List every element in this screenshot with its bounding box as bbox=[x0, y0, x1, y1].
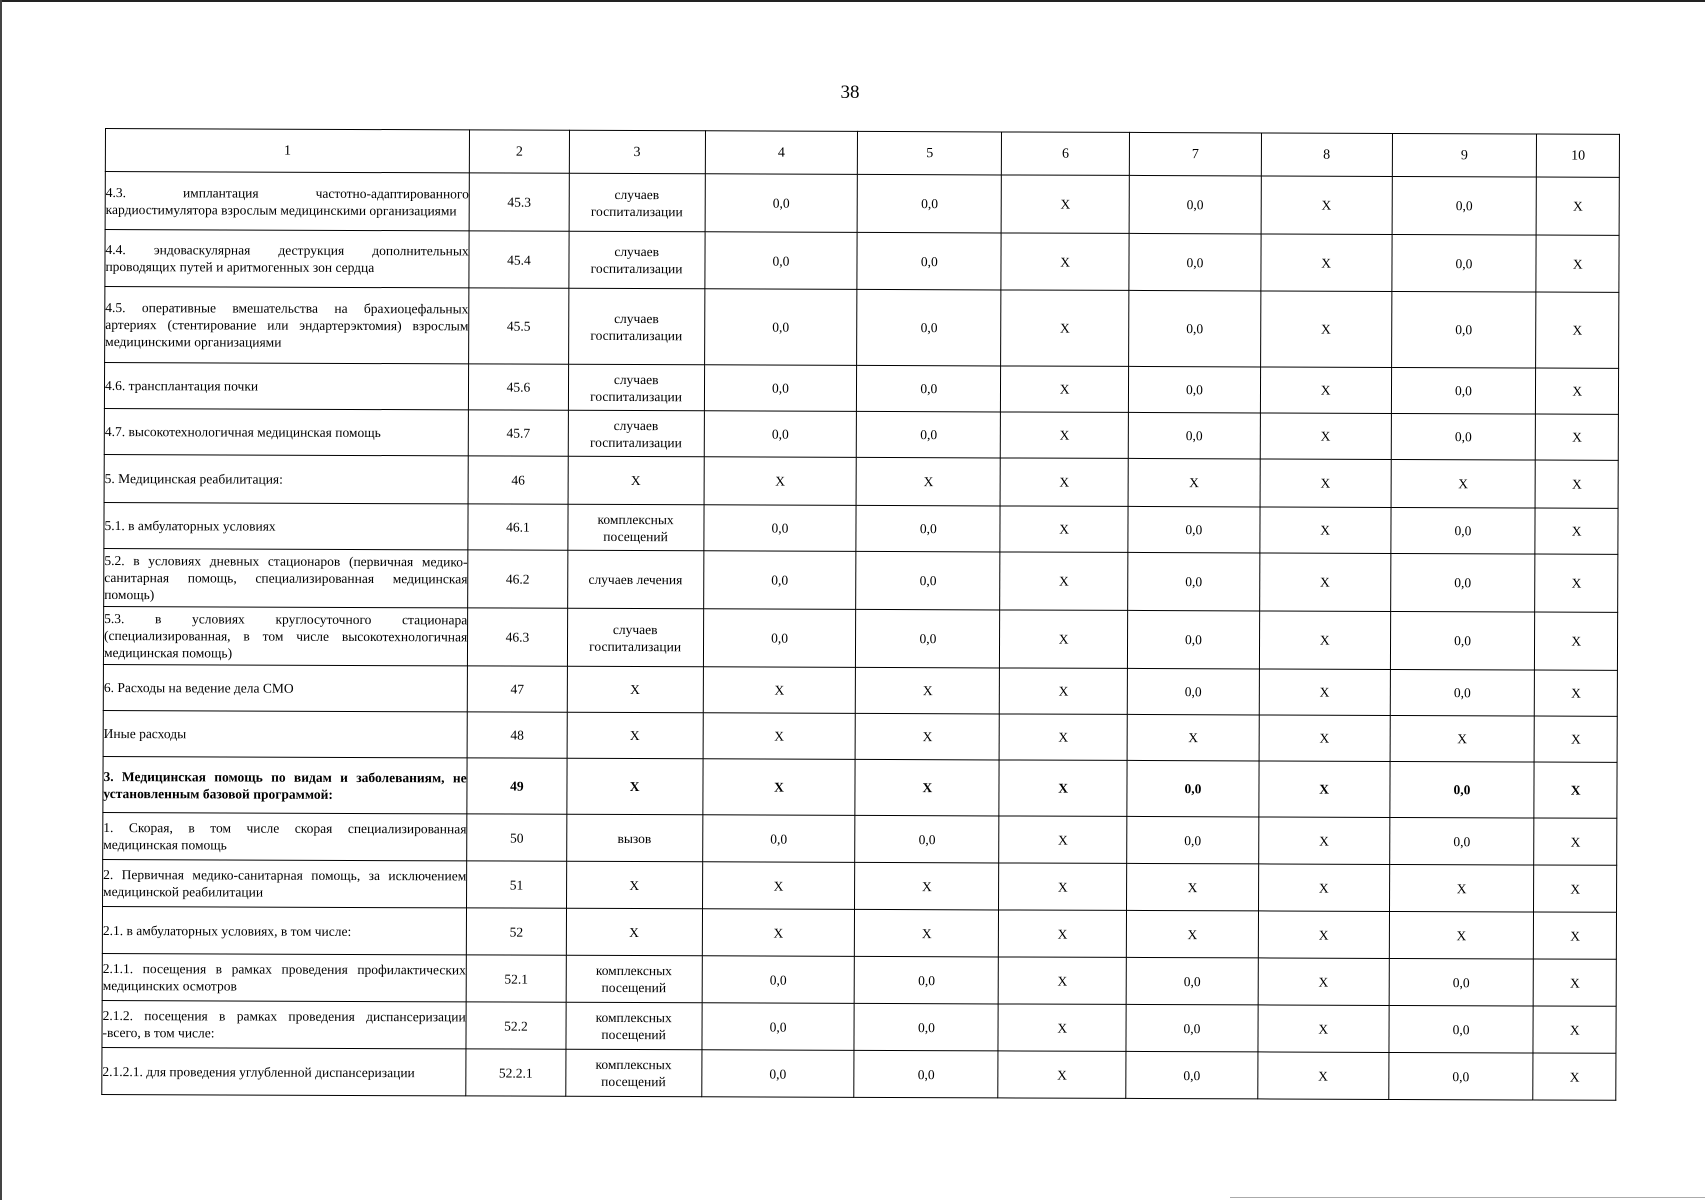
header-cell: 7 bbox=[1129, 132, 1261, 176]
row-label: 4.4. эндоваскулярная деструкция дополнительных проводящих путей и аритмогенных зон сердца bbox=[105, 230, 469, 288]
table-row bbox=[103, 859, 1617, 912]
row-code: 45.6 bbox=[469, 364, 569, 410]
unit-cell: Х bbox=[567, 666, 703, 713]
value-cell: Х bbox=[855, 759, 999, 816]
header-cell: 5 bbox=[858, 131, 1002, 175]
value-cell: Х bbox=[1001, 412, 1129, 458]
value-cell: 0,0 bbox=[1126, 1004, 1258, 1052]
value-cell: Х bbox=[1258, 958, 1389, 1006]
value-cell: 0,0 bbox=[702, 956, 855, 1004]
value-cell: Х bbox=[1261, 176, 1392, 235]
row-code: 52 bbox=[466, 908, 566, 955]
unit-cell: вызов bbox=[566, 814, 702, 862]
value-cell: Х bbox=[1260, 507, 1391, 554]
unit-cell: Х bbox=[568, 456, 704, 505]
scan-edge bbox=[0, 0, 1705, 2]
value-cell: 0,0 bbox=[1392, 176, 1537, 235]
value-cell: Х bbox=[1000, 458, 1128, 506]
value-cell: 0,0 bbox=[1126, 957, 1258, 1005]
value-cell: Х bbox=[855, 909, 999, 957]
value-cell: Х bbox=[999, 714, 1127, 760]
value-cell: Х bbox=[999, 863, 1127, 910]
row-label: 4.6. трансплантация почки bbox=[104, 363, 468, 410]
unit-cell: комплексных посещений bbox=[566, 955, 702, 1003]
value-cell: Х bbox=[1534, 912, 1617, 959]
value-cell: Х bbox=[1533, 1006, 1616, 1053]
value-cell: Х bbox=[1000, 506, 1128, 552]
row-code: 46.3 bbox=[468, 608, 568, 666]
value-cell: 0,0 bbox=[705, 174, 858, 233]
value-cell: Х bbox=[1535, 612, 1618, 670]
value-cell: 0,0 bbox=[1127, 668, 1259, 715]
value-cell: Х bbox=[1000, 552, 1128, 610]
value-cell: 0,0 bbox=[1389, 958, 1534, 1006]
value-cell: Х bbox=[856, 457, 1000, 506]
value-cell: Х bbox=[1001, 233, 1129, 290]
value-cell: Х bbox=[1258, 817, 1389, 865]
value-cell: 0,0 bbox=[1391, 367, 1536, 414]
value-cell: 0,0 bbox=[856, 551, 1000, 610]
table-row bbox=[102, 953, 1616, 1006]
unit-cell: случаев госпитализации bbox=[568, 364, 704, 411]
value-cell: Х bbox=[1391, 459, 1536, 508]
value-cell: 0,0 bbox=[1129, 175, 1261, 234]
value-cell: 0,0 bbox=[1390, 553, 1535, 612]
value-cell: Х bbox=[1001, 175, 1129, 233]
row-code: 45.5 bbox=[469, 288, 569, 364]
row-label: 6. Расходы на ведение дела СМО bbox=[103, 664, 467, 711]
value-cell: Х bbox=[1260, 459, 1391, 508]
row-code: 52.1 bbox=[466, 955, 566, 1002]
table-row bbox=[105, 172, 1619, 236]
row-code: 48 bbox=[467, 712, 567, 758]
value-cell: 0,0 bbox=[1391, 413, 1536, 460]
value-cell: 0,0 bbox=[1127, 610, 1259, 669]
row-code: 45.3 bbox=[469, 173, 569, 231]
table-row bbox=[103, 812, 1617, 865]
value-cell: 0,0 bbox=[855, 956, 999, 1004]
table-row bbox=[104, 454, 1618, 508]
value-cell: Х bbox=[1389, 911, 1534, 959]
value-cell: Х bbox=[1536, 368, 1619, 414]
row-label: Иные расходы bbox=[103, 710, 467, 757]
table-row bbox=[103, 606, 1617, 670]
value-cell: Х bbox=[1537, 177, 1620, 235]
unit-cell: случаев госпитализации bbox=[567, 608, 703, 667]
header-cell: 3 bbox=[569, 130, 705, 174]
value-cell: 0,0 bbox=[704, 411, 857, 458]
row-code: 51 bbox=[467, 861, 567, 908]
row-code: 46 bbox=[468, 456, 568, 504]
value-cell: Х bbox=[999, 760, 1127, 816]
unit-cell: комплексных посещений bbox=[568, 504, 704, 551]
value-cell: 0,0 bbox=[1390, 669, 1535, 716]
row-code: 46.2 bbox=[468, 550, 568, 608]
unit-cell: случаев госпитализации bbox=[568, 288, 704, 365]
value-cell: Х bbox=[1126, 910, 1258, 958]
value-cell: 0,0 bbox=[704, 289, 857, 366]
value-cell: Х bbox=[855, 862, 999, 910]
unit-cell: Х bbox=[567, 758, 703, 815]
value-cell: Х bbox=[1390, 715, 1535, 762]
row-label: 5.3. в условиях круглосуточного стационара (специализированная, в том числе высокотехнологичная медицинская помощь) bbox=[103, 606, 467, 665]
value-cell: Х bbox=[1261, 234, 1392, 292]
value-cell: 0,0 bbox=[1128, 366, 1260, 413]
value-cell: 0,0 bbox=[1391, 291, 1536, 368]
value-cell: 0,0 bbox=[704, 232, 857, 290]
row-code: 47 bbox=[467, 666, 567, 712]
value-cell: Х bbox=[998, 1004, 1126, 1051]
table-row bbox=[104, 363, 1618, 415]
value-cell: Х bbox=[1127, 863, 1259, 911]
value-cell: 0,0 bbox=[856, 505, 1000, 552]
value-cell: Х bbox=[1534, 959, 1617, 1006]
value-cell: 0,0 bbox=[1389, 1005, 1534, 1053]
value-cell: Х bbox=[999, 910, 1127, 957]
row-code: 45.4 bbox=[469, 231, 569, 288]
value-cell: Х bbox=[1535, 554, 1618, 612]
value-cell: Х bbox=[1534, 865, 1617, 912]
row-label: 3. Медицинская помощь по видам и заболеваниям, не установленным базовой программой: bbox=[103, 756, 467, 813]
value-cell: Х bbox=[1535, 670, 1618, 716]
value-cell: 0,0 bbox=[857, 289, 1001, 366]
value-cell: Х bbox=[1259, 715, 1390, 762]
value-cell: Х bbox=[1259, 611, 1390, 670]
row-code: 49 bbox=[467, 758, 567, 814]
value-cell: 0,0 bbox=[1128, 506, 1260, 553]
value-cell: 0,0 bbox=[857, 232, 1001, 290]
value-cell: Х bbox=[999, 816, 1127, 863]
value-cell: 0,0 bbox=[703, 609, 856, 668]
value-cell: Х bbox=[856, 713, 1000, 760]
unit-cell: Х bbox=[566, 908, 702, 956]
row-code: 46.1 bbox=[468, 504, 568, 550]
value-cell: 0,0 bbox=[1126, 1051, 1258, 1099]
value-cell: Х bbox=[1534, 818, 1617, 865]
table-row bbox=[104, 548, 1618, 612]
value-cell: 0,0 bbox=[701, 1050, 854, 1098]
value-cell: Х bbox=[1534, 762, 1617, 818]
value-cell: Х bbox=[1259, 553, 1390, 612]
value-cell: Х bbox=[702, 909, 855, 957]
value-cell: Х bbox=[1258, 864, 1389, 912]
value-cell: Х bbox=[1536, 292, 1619, 368]
row-label: 4.7. высокотехнологичная медицинская помощь bbox=[104, 408, 468, 455]
value-cell: 0,0 bbox=[1389, 761, 1534, 818]
value-cell: 0,0 bbox=[857, 365, 1001, 412]
value-cell: Х bbox=[1000, 668, 1128, 714]
value-cell: Х bbox=[702, 862, 855, 910]
data-table bbox=[101, 128, 1620, 1101]
row-label: 5.1. в амбулаторных условиях bbox=[104, 502, 468, 549]
value-cell: 0,0 bbox=[854, 1050, 998, 1098]
unit-cell: случаев госпитализации bbox=[569, 173, 705, 232]
row-label: 2.1.2. посещения в рамках проведения диспансеризации -всего, в том числе: bbox=[102, 1000, 466, 1048]
value-cell: 0,0 bbox=[1127, 760, 1259, 817]
value-cell: Х bbox=[1260, 291, 1391, 368]
value-cell: Х bbox=[998, 1051, 1126, 1098]
value-cell: 0,0 bbox=[857, 411, 1001, 458]
value-cell: 0,0 bbox=[1389, 817, 1534, 865]
row-label: 1. Скорая, в том числе скорая специализированная медицинская помощь bbox=[103, 812, 467, 860]
table-row bbox=[103, 710, 1617, 762]
value-cell: 0,0 bbox=[1129, 233, 1261, 291]
unit-cell: Х bbox=[567, 712, 703, 759]
value-cell: Х bbox=[1127, 714, 1259, 761]
value-cell: Х bbox=[1258, 1005, 1389, 1053]
value-cell: 0,0 bbox=[855, 815, 999, 863]
value-cell: Х bbox=[1389, 864, 1534, 912]
value-cell: Х bbox=[1535, 508, 1618, 554]
header-cell: 10 bbox=[1537, 134, 1620, 177]
value-cell: Х bbox=[856, 667, 1000, 714]
value-cell: 0,0 bbox=[1128, 552, 1260, 611]
value-cell: Х bbox=[998, 957, 1126, 1004]
row-label: 4.5. оперативные вмешательства на брахиоцефальных артериях (стентирование или эндартерэктомия) взрослым медицинскими организациями bbox=[105, 287, 469, 364]
value-cell: Х bbox=[1535, 460, 1618, 508]
value-cell: 0,0 bbox=[1128, 412, 1260, 459]
value-cell: Х bbox=[1259, 761, 1390, 818]
row-code: 50 bbox=[467, 814, 567, 861]
header-cell: 4 bbox=[705, 131, 858, 175]
value-cell: Х bbox=[1258, 911, 1389, 959]
value-cell: Х bbox=[1000, 610, 1128, 668]
value-cell: 0,0 bbox=[1390, 611, 1535, 670]
row-label: 2.1. в амбулаторных условиях, в том числе: bbox=[102, 906, 466, 954]
header-cell: 9 bbox=[1392, 133, 1537, 177]
table-row bbox=[104, 408, 1618, 460]
value-cell: Х bbox=[1536, 414, 1619, 460]
page-number: 38 bbox=[840, 82, 860, 103]
row-label: 2.1.2.1. для проведения углубленной диспансеризации bbox=[102, 1047, 466, 1095]
value-cell: Х bbox=[1001, 366, 1129, 412]
header-cell: 6 bbox=[1002, 132, 1130, 175]
value-cell: Х bbox=[1260, 367, 1391, 414]
row-label: 4.3. имплантация частотно-адаптированного кардиостимулятора взрослым медицинскими организациями bbox=[105, 172, 469, 231]
value-cell: Х bbox=[1258, 1052, 1389, 1100]
value-cell: Х bbox=[704, 457, 857, 506]
value-cell: 0,0 bbox=[702, 815, 855, 863]
scan-edge-bottom bbox=[1230, 1197, 1705, 1198]
table-row bbox=[105, 230, 1619, 293]
value-cell: Х bbox=[703, 667, 856, 714]
header-cell: 8 bbox=[1261, 133, 1392, 177]
value-cell: Х bbox=[703, 713, 856, 760]
header-cell: 1 bbox=[105, 129, 469, 173]
value-cell: 0,0 bbox=[1388, 1052, 1533, 1100]
value-cell: Х bbox=[1001, 290, 1129, 366]
unit-cell: случаев лечения bbox=[567, 550, 703, 609]
row-label: 5. Медицинская реабилитация: bbox=[104, 454, 468, 503]
value-cell: 0,0 bbox=[854, 1003, 998, 1051]
row-code: 45.7 bbox=[468, 410, 568, 456]
row-label: 2.1.1. посещения в рамках проведения профилактических медицинских осмотров bbox=[102, 953, 466, 1001]
row-code: 52.2 bbox=[466, 1002, 566, 1049]
value-cell: Х bbox=[1260, 413, 1391, 460]
value-cell: Х bbox=[1533, 1053, 1616, 1100]
unit-cell: Х bbox=[566, 861, 702, 909]
value-cell: 0,0 bbox=[1127, 816, 1259, 864]
table-row bbox=[104, 502, 1618, 554]
value-cell: 0,0 bbox=[858, 174, 1002, 233]
row-label: 2. Первичная медико-санитарная помощь, за исключением медицинской реабилитации bbox=[103, 859, 467, 907]
unit-cell: случаев госпитализации bbox=[568, 410, 704, 457]
table-row bbox=[102, 906, 1616, 959]
header-cell: 2 bbox=[469, 130, 569, 173]
value-cell: 0,0 bbox=[1129, 290, 1261, 367]
scan-edge-left bbox=[0, 0, 2, 1200]
value-cell: 0,0 bbox=[703, 551, 856, 610]
value-cell: Х bbox=[1128, 458, 1260, 507]
value-cell: 0,0 bbox=[856, 609, 1000, 668]
value-cell: 0,0 bbox=[701, 1003, 854, 1051]
unit-cell: случаев госпитализации bbox=[569, 231, 705, 289]
value-cell: 0,0 bbox=[704, 365, 857, 412]
row-code: 52.2.1 bbox=[466, 1049, 566, 1096]
table-row bbox=[102, 1047, 1616, 1100]
unit-cell: комплексных посещений bbox=[566, 1049, 702, 1097]
row-label: 5.2. в условиях дневных стационаров (первичная медико-санитарная помощь, специализированная медицинская помощь) bbox=[104, 548, 468, 607]
value-cell: 0,0 bbox=[1391, 234, 1536, 292]
unit-cell: комплексных посещений bbox=[566, 1002, 702, 1050]
table-row bbox=[103, 664, 1617, 716]
value-cell: 0,0 bbox=[1390, 507, 1535, 554]
value-cell: Х bbox=[702, 759, 855, 816]
table-row bbox=[102, 1000, 1616, 1053]
table-row bbox=[103, 756, 1617, 818]
value-cell: Х bbox=[1259, 669, 1390, 716]
value-cell: 0,0 bbox=[703, 505, 856, 552]
table-row bbox=[105, 287, 1619, 369]
value-cell: Х bbox=[1535, 716, 1618, 762]
header-row bbox=[105, 129, 1619, 178]
value-cell: Х bbox=[1536, 235, 1619, 292]
